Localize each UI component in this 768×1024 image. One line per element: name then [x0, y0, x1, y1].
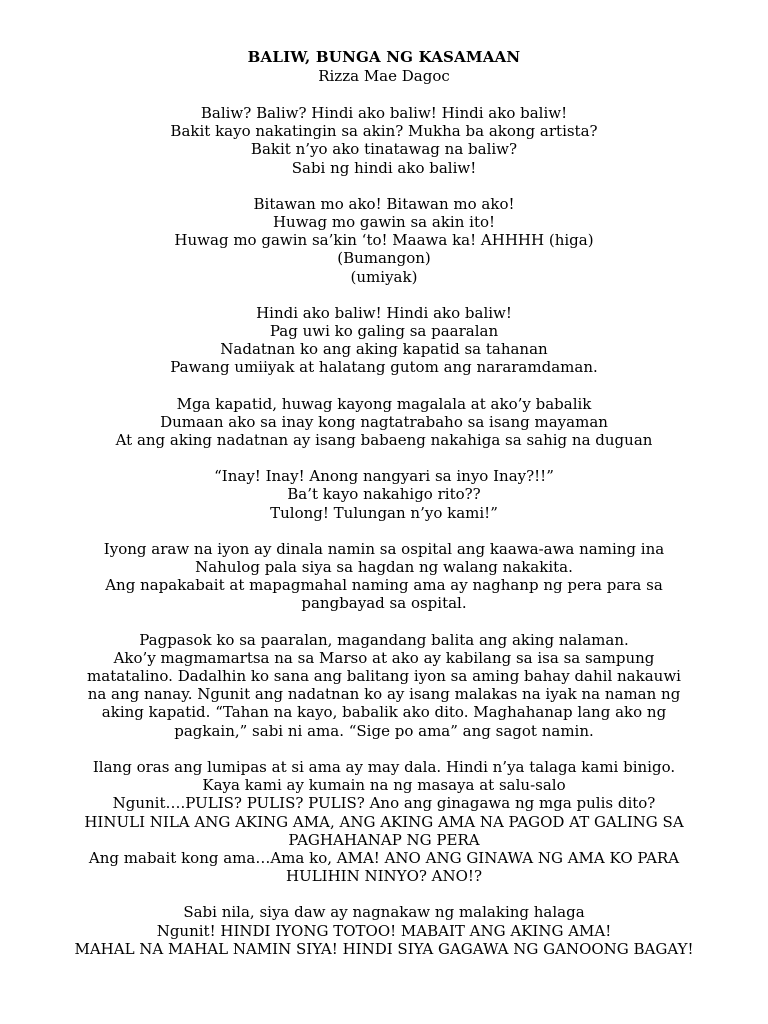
- poem-line: Ba’t kayo nakahigo rito??: [287, 485, 481, 504]
- poem-line: Bakit kayo nakatingin sa akin? Mukha ba akong artista?: [170, 122, 598, 141]
- poem-line: aking kapatid. “Tahan na kayo, babalik ako dito. Maghahanap lang ako ng: [101, 703, 667, 722]
- poem-stanza: [0, 758, 768, 885]
- poem-stanza: [0, 104, 768, 177]
- poem-line: matatalino. Dadalhin ko sana ang balitang iyon sa aming bahay dahil nakauwi: [87, 667, 681, 686]
- poem-line: Nadatnan ko ang aking kapatid sa tahanan: [220, 340, 548, 359]
- poem-title: BALIW, BUNGA NG KASAMAAN: [247, 48, 521, 66]
- poem-line: pagkain,” sabi ni ama. “Sige po ama” ang sagot namin.: [174, 721, 594, 740]
- poem-line: Ako’y magmamartsa na sa Marso at ako ay kabilang sa isa sa sampung: [113, 648, 655, 667]
- poem-line: Nahulog pala siya sa hagdan ng walang nakakita.: [195, 558, 573, 577]
- poem-line: Pag uwi ko galing sa paaralan: [269, 322, 499, 341]
- poem-line: Sabi nila, siya daw ay nagnakaw ng malaking halaga: [183, 903, 585, 922]
- poem-line: Huwag mo gawin sa akin ito!: [272, 213, 496, 232]
- poem-line: Ngunit….PULIS? PULIS? PULIS? Ano ang ginagawa ng mga pulis dito?: [112, 794, 656, 813]
- poem-line: “Inay! Inay! Anong nangyari sa inyo Inay?!!”: [214, 467, 554, 486]
- poem-line: MAHAL NA MAHAL NAMIN SIYA! HINDI SIYA GAGAWA NG GANOONG BAGAY!: [74, 939, 694, 958]
- poem-line: Bitawan mo ako! Bitawan mo ako!: [253, 194, 515, 213]
- poem-line: Pawang umiiyak at halatang gutom ang nararamdaman.: [170, 358, 598, 377]
- poem-author: Rizza Mae Dagoc: [318, 67, 450, 85]
- poem-line: Ngunit! HINDI IYONG TOTOO! MABAIT ANG AKING AMA!: [156, 921, 612, 940]
- poem-line: Dumaan ako sa inay kong nagtatrabaho sa isang mayaman: [160, 412, 608, 431]
- poem-line: HULIHIN NINYO? ANO!?: [285, 867, 483, 886]
- poem-line: Hindi ako baliw! Hindi ako baliw!: [256, 303, 512, 322]
- poem-line: Sabi ng hindi ako baliw!: [291, 158, 477, 177]
- poem-line: Tulong! Tulungan n’yo kami!”: [270, 503, 498, 522]
- poem-body: [0, 104, 768, 958]
- poem-line: Pagpasok ko sa paaralan, magandang balita ang aking nalaman.: [139, 630, 629, 649]
- poem-stanza: [0, 395, 768, 450]
- poem-line: Baliw? Baliw? Hindi ako baliw! Hindi ako baliw!: [200, 104, 568, 122]
- poem-stanza: [0, 631, 768, 740]
- poem-line: Ang mabait kong ama…Ama ko, AMA! ANO ANG GINAWA NG AMA KO PARA: [88, 848, 680, 867]
- poem-line: (umiyak): [350, 267, 418, 286]
- poem-stanza: [0, 304, 768, 377]
- poem-line: Iyong araw na iyon ay dinala namin sa ospital ang kaawa-awa naming ina: [103, 539, 665, 558]
- poem-line: Ilang oras ang lumipas at si ama ay may dala. Hindi n’ya talaga kami binigo.: [92, 757, 676, 776]
- poem-stanza: [0, 540, 768, 613]
- poem-line: At ang aking nadatnan ay isang babaeng nakahiga sa sahig na duguan: [115, 431, 653, 450]
- poem-stanza: [0, 195, 768, 286]
- poem-line: PAGHAHANAP NG PERA: [288, 830, 480, 849]
- poem-line: Bakit n’yo ako tinatawag na baliw?: [250, 140, 518, 159]
- poem-line: HINULI NILA ANG AKING AMA, ANG AKING AMA NA PAGOD AT GALING SA: [84, 812, 684, 831]
- poem-line: Mga kapatid, huwag kayong magalala at ako’y babalik: [176, 394, 592, 413]
- poem-line: pangbayad sa ospital.: [301, 594, 467, 613]
- poem-line: Huwag mo gawin sa’kin ‘to! Maawa ka! AHHHH (higa): [174, 231, 594, 250]
- poem-line: na ang nanay. Ngunit ang nadatnan ko ay isang malakas na iyak na naman ng: [87, 685, 681, 704]
- poem-line: Kaya kami ay kumain na ng masaya at salu-salo: [202, 776, 566, 795]
- poem-line: (Bumangon): [337, 249, 431, 268]
- poem-line: Ang napakabait at mapagmahal naming ama ay naghanp ng pera para sa: [105, 576, 663, 595]
- poem-stanza: [0, 903, 768, 958]
- poem-stanza: [0, 467, 768, 522]
